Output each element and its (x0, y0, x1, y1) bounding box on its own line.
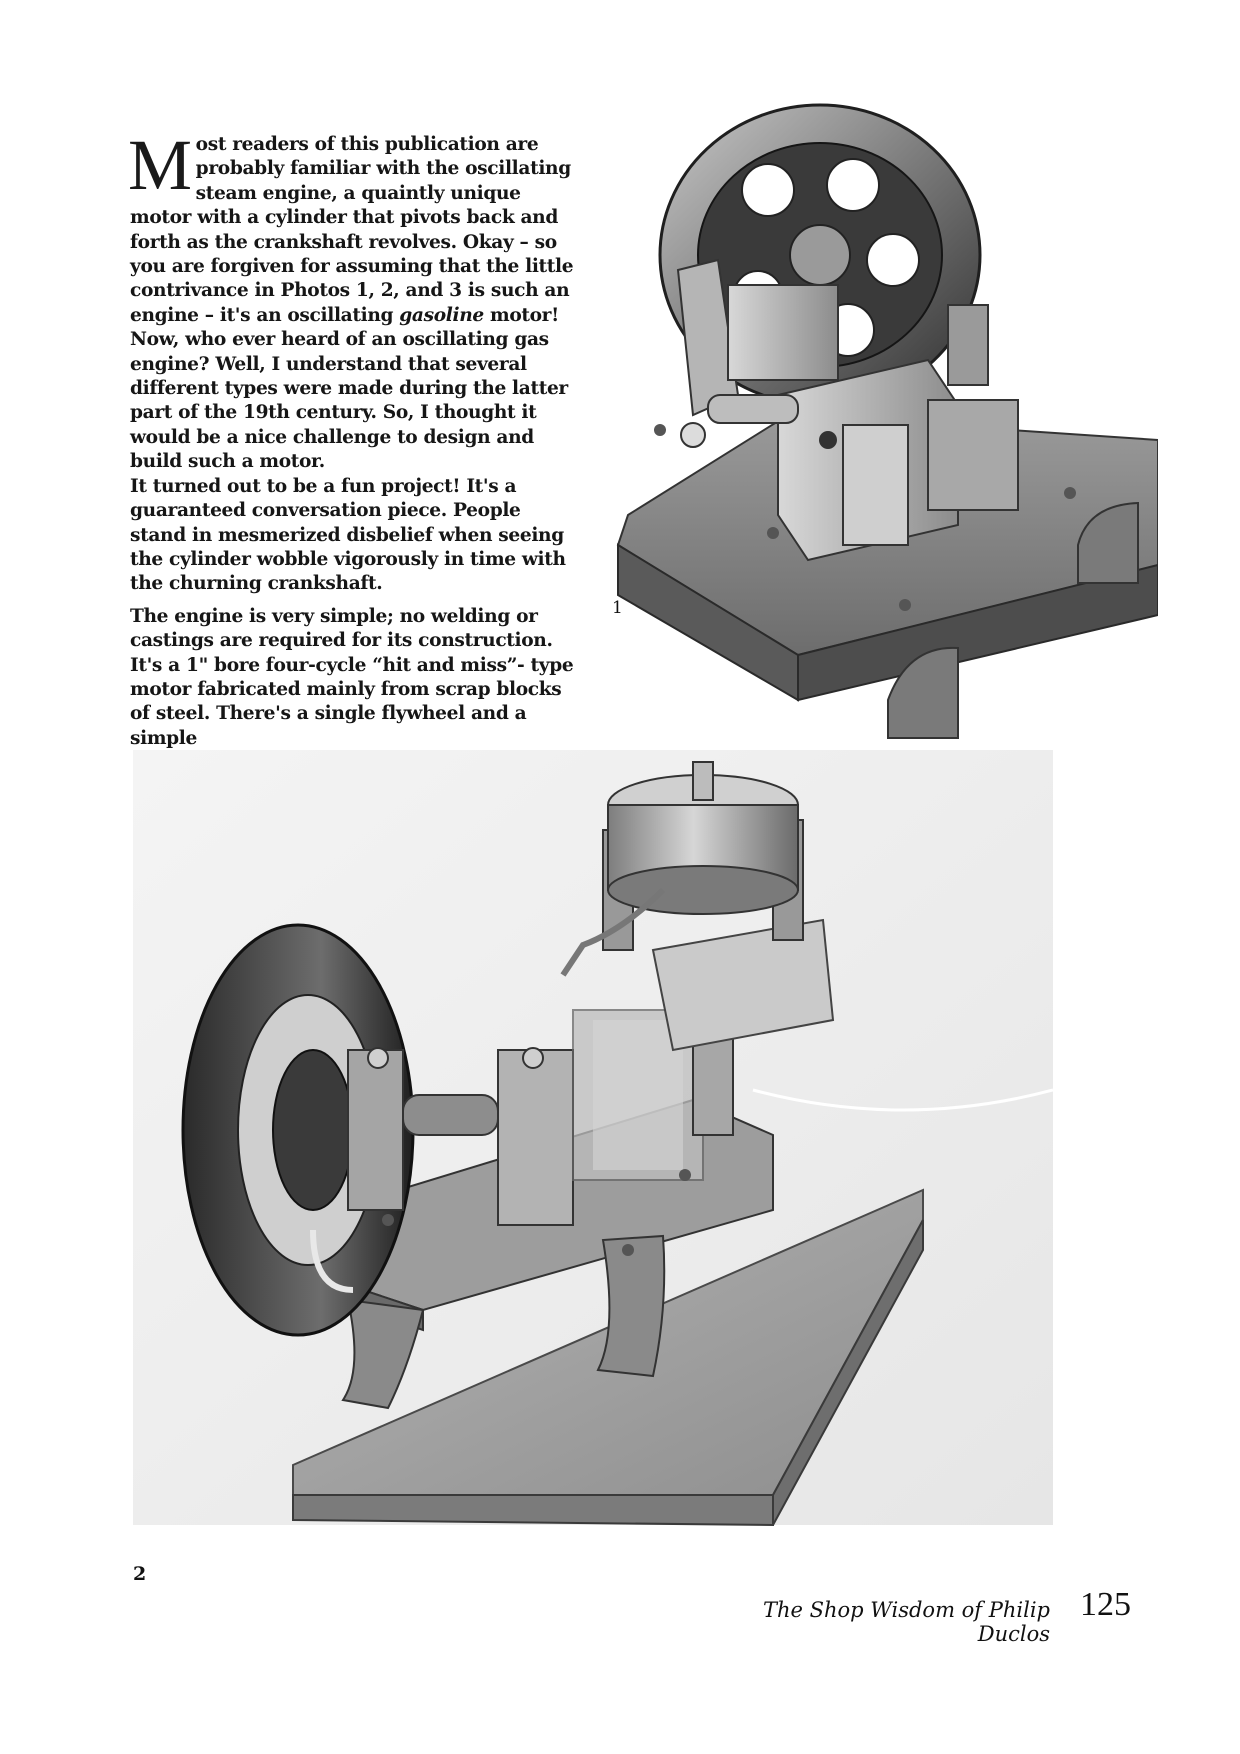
figure-1-label: 1 (612, 598, 623, 618)
photo-2-engine (133, 750, 1053, 1555)
running-title: The Shop Wisdom of Philip Duclos (762, 1598, 1050, 1646)
drop-cap: M (128, 125, 192, 205)
photo-1-illustration (598, 95, 1158, 750)
page-number: 125 (1080, 1586, 1131, 1623)
photo-1-engine (598, 95, 1158, 750)
paragraph-1 (128, 125, 580, 475)
paragraph-1-emphasis: gasoline (399, 304, 484, 326)
paragraph-2: It turned out to be a fun project! It's a guaranteed conversation piece. People stand in mesmerized disbelief when seeing the cylinder wobble vigorously in time with the churning crankshaft. (130, 475, 566, 595)
paragraph-1-text: ost readers of this publication are probably familiar with the oscillating steam engine, a quaintly unique motor with a cylinder that pivots back and forth as the crankshaft revolves. Okay – so you are forgiven for assuming that the little contrivance in Photos 1, 2, and 3 is such an engine – it's an oscillating (130, 134, 574, 326)
photo-2-illustration (133, 750, 1053, 1555)
figure-2-label: 2 (133, 1563, 147, 1585)
article-body (128, 125, 580, 751)
paragraph-1-text-end: motor! Now, who ever heard of an oscillating gas engine? Well, I understand that several different types were made during the latter part of the 19th century. So, I thought it would be a nice challenge to design and build such a motor. (130, 304, 568, 473)
paragraph-3: The engine is very simple; no welding or castings are required for its construction. It's a 1" bore four-cycle “hit and miss”- type motor fabricated mainly from scrap blocks of steel. There's a single flywheel and a simple (130, 605, 574, 749)
